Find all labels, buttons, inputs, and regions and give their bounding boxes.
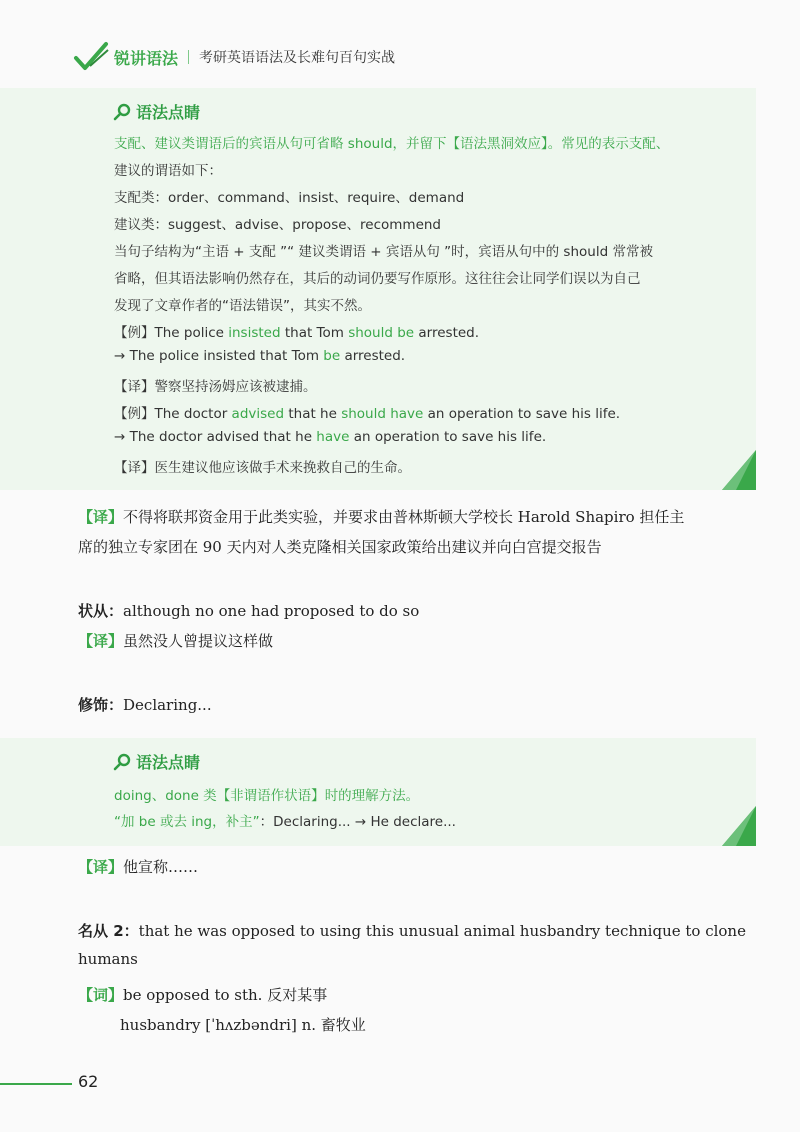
box1-paragraph-line-3: 发现了文章作者的“语法错误”，其实不然。 bbox=[114, 298, 371, 314]
ex2-arrow-text-a: → The doctor advised that he bbox=[114, 429, 317, 445]
box1-intro-line-2: 建议的谓语如下： bbox=[114, 163, 222, 179]
corner-fold-icon bbox=[722, 806, 756, 846]
ex1-arrow-text-c: arrested. bbox=[340, 348, 406, 364]
adverbial-clause-line bbox=[78, 600, 419, 621]
noun-clause-line-2: humans bbox=[78, 950, 138, 968]
grammar-box-2-title bbox=[112, 750, 200, 773]
ex2-text-a: 【例】The doctor bbox=[114, 406, 232, 422]
ex1-highlight-should-be: should be bbox=[348, 325, 415, 341]
box2-line-2 bbox=[114, 810, 456, 830]
magnifier-icon bbox=[112, 102, 132, 122]
ex1-text-e: arrested. bbox=[414, 325, 480, 341]
magnifier-icon bbox=[112, 752, 132, 772]
grammar-box-1-title-text: 语法点睛 bbox=[136, 103, 201, 122]
vocabulary-line-2: husbandry [ˈhʌzbəndri] n. 畜牧业 bbox=[120, 1016, 366, 1034]
adverbial-translation-line bbox=[78, 630, 273, 651]
ex1-arrow-highlight-be: be bbox=[323, 348, 341, 364]
corner-fold-icon bbox=[722, 450, 756, 490]
box1-zhipei-line: 支配类：order、command、insist、require、demand bbox=[114, 190, 465, 206]
page-number-rule bbox=[0, 1083, 72, 1085]
header-divider bbox=[188, 50, 189, 64]
box1-example-1 bbox=[114, 321, 479, 341]
grammar-box-1-title bbox=[112, 100, 200, 123]
box1-paragraph-line-1: 当句子结构为“主语 + 支配 ”“ 建议类谓语 + 宾语从句 ”时，宾语从句中的 should 常常被 bbox=[114, 244, 653, 260]
ex1-arrow-text-a: → The police insisted that Tom bbox=[114, 348, 324, 364]
adverbial-clause-text: although no one had proposed to do so bbox=[123, 602, 420, 620]
header-book-title: 考研英语语法及长难句百句实战 bbox=[199, 50, 396, 66]
box2-l2-a: “加 be 或去 ing，补主” bbox=[114, 814, 260, 830]
noun-clause-label: 名从 2： bbox=[78, 922, 139, 940]
box1-paragraph-line-2: 省略，但其语法影响仍然存在，其后的动词仍要写作原形。这往往会让同学们误以为自己 bbox=[114, 271, 641, 287]
modifier-text: Declaring... bbox=[123, 696, 212, 714]
ex2-text-e: an operation to save his life. bbox=[423, 406, 621, 422]
adverbial-clause-label: 状从： bbox=[78, 602, 124, 620]
vocabulary-tag: 【词】 bbox=[78, 986, 124, 1004]
declare-translation-text: 他宣称…… bbox=[123, 858, 199, 876]
declare-translation-line bbox=[78, 856, 198, 877]
box2-l1-b: 【非谓语作状语】 bbox=[216, 788, 325, 804]
ex2-arrow-text-c: an operation to save his life. bbox=[349, 429, 547, 445]
ex2-highlight-should-have: should have bbox=[341, 406, 424, 422]
box2-l1-c: 时的理解方法。 bbox=[324, 788, 420, 804]
box1-example-2-arrow bbox=[114, 429, 546, 445]
box1-example-1-arrow bbox=[114, 348, 405, 364]
translation-paragraph-line-2: 席的独立专家团在 90 天内对人类克隆相关国家政策给出建议并向白宫提交报告 bbox=[78, 538, 602, 556]
box1-example-1-translation: 【译】警察坚持汤姆应该被逮捕。 bbox=[114, 379, 317, 395]
ex1-highlight-insisted: insisted bbox=[228, 325, 281, 341]
translation-text-1: 不得将联邦资金用于此类实验，并要求由普林斯顿大学校长 Harold Shapiro 担任主 bbox=[123, 508, 685, 526]
checkmark-pen-logo-icon bbox=[72, 40, 112, 74]
ex1-text-a: 【例】The police bbox=[114, 325, 229, 341]
box2-l1-a: doing、done 类 bbox=[114, 788, 217, 804]
modifier-line bbox=[78, 694, 212, 715]
translation-tag: 【译】 bbox=[78, 858, 124, 876]
box2-l2-b: ：Declaring... → He declare... bbox=[259, 814, 456, 830]
noun-clause-line-1 bbox=[78, 920, 746, 941]
noun-clause-text-1: that he was opposed to using this unusual animal husbandry technique to clone bbox=[138, 922, 746, 940]
box1-example-2 bbox=[114, 402, 620, 422]
box1-jianyi-line: 建议类：suggest、advise、propose、recommend bbox=[114, 217, 442, 233]
adverbial-translation-text: 虽然没人曾提议这样做 bbox=[123, 632, 274, 650]
vocabulary-line-1 bbox=[78, 984, 327, 1005]
translation-tag: 【译】 bbox=[78, 632, 124, 650]
ex2-arrow-highlight-have: have bbox=[316, 429, 350, 445]
translation-paragraph-line-1 bbox=[78, 506, 684, 527]
header-brand: 锐讲语法 bbox=[114, 48, 179, 68]
translation-tag: 【译】 bbox=[78, 508, 124, 526]
box1-intro-line-1: 支配、建议类谓语后的宾语从句可省略 should，并留下【语法黑洞效应】。常见的表示支配、 bbox=[114, 136, 670, 152]
grammar-box-2-title-text: 语法点睛 bbox=[136, 753, 201, 772]
box1-example-2-translation: 【译】医生建议他应该做手术来挽救自己的生命。 bbox=[114, 460, 411, 476]
running-header bbox=[72, 40, 395, 74]
vocabulary-entry-1: be opposed to sth. 反对某事 bbox=[123, 986, 328, 1004]
ex2-text-c: that he bbox=[284, 406, 342, 422]
ex1-text-c: that Tom bbox=[280, 325, 349, 341]
modifier-label: 修饰： bbox=[78, 696, 124, 714]
page-number: 62 bbox=[78, 1072, 99, 1091]
ex2-highlight-advised: advised bbox=[231, 406, 285, 422]
box2-line-1 bbox=[114, 784, 419, 804]
